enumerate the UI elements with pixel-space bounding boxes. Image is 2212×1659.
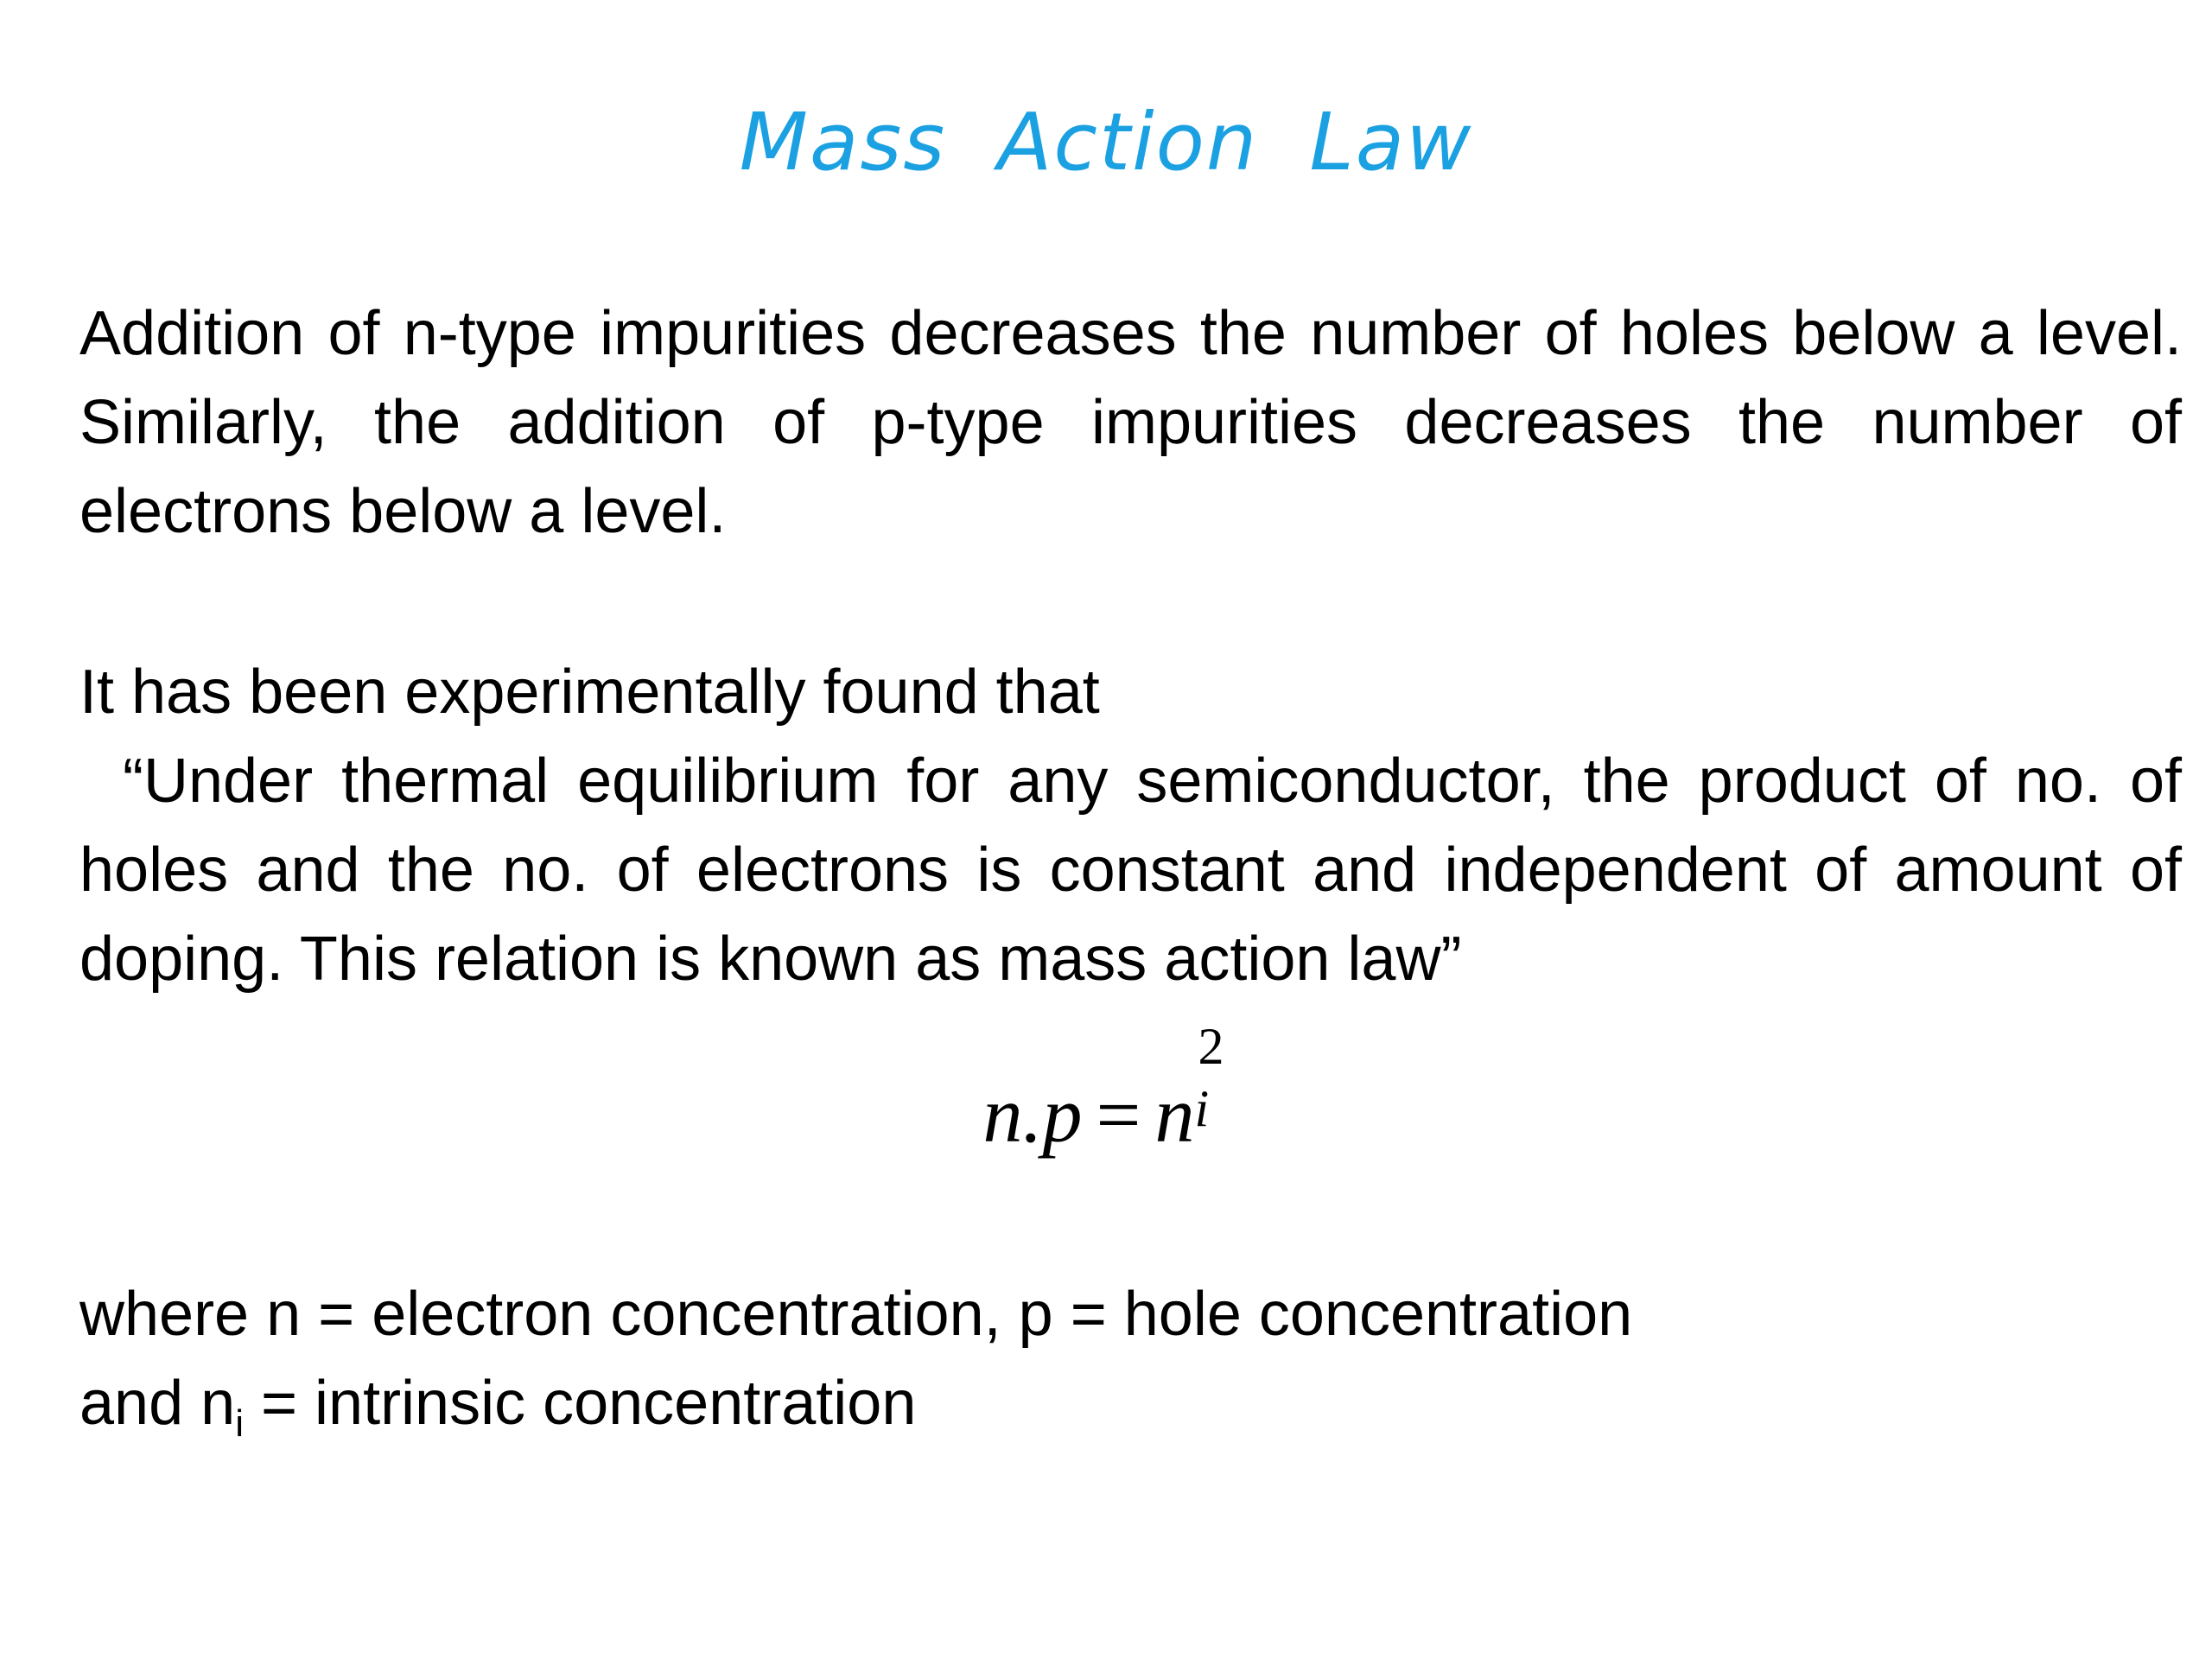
formula-subscript: i	[1194, 1080, 1210, 1137]
formula-lhs: n.p	[982, 1071, 1083, 1159]
definitions	[79, 1270, 2182, 1448]
formula-superscript: 2	[1198, 1018, 1224, 1075]
paragraph-quote	[79, 737, 2182, 1004]
definition-line-2-suffix: = intrinsic concentration	[243, 1369, 917, 1438]
slide-title: Mass Action Law	[739, 96, 1473, 188]
formula-supsub	[1194, 1018, 1229, 1141]
formula-np-equals-ni-squared	[0, 1018, 2212, 1171]
definition-line-2	[79, 1359, 2182, 1448]
paragraph-mass-action	[79, 648, 2182, 1004]
definition-line-1: where n = electron concentration, p = hole concentration	[79, 1280, 1633, 1349]
quote-text: “Under thermal equilibrium for any semiconductor, the product of no. of holes and the no. of electrons is constant and independent of amount of doping. This relation is known as mass action law”	[79, 747, 2182, 994]
formula-rhs-base: n	[1154, 1071, 1195, 1159]
definition-line-2-prefix: and n	[79, 1369, 236, 1438]
paragraph-impurities: Addition of n-type impurities decreases the number of holes below a level. Similarly, the addition of p-type impurities decreases the number of electrons below a level.	[79, 299, 2182, 546]
formula-equals: =	[1096, 1071, 1141, 1159]
definition-line-2-subscript: i	[235, 1402, 244, 1445]
paragraph-intro: It has been experimentally found that	[79, 658, 1100, 727]
